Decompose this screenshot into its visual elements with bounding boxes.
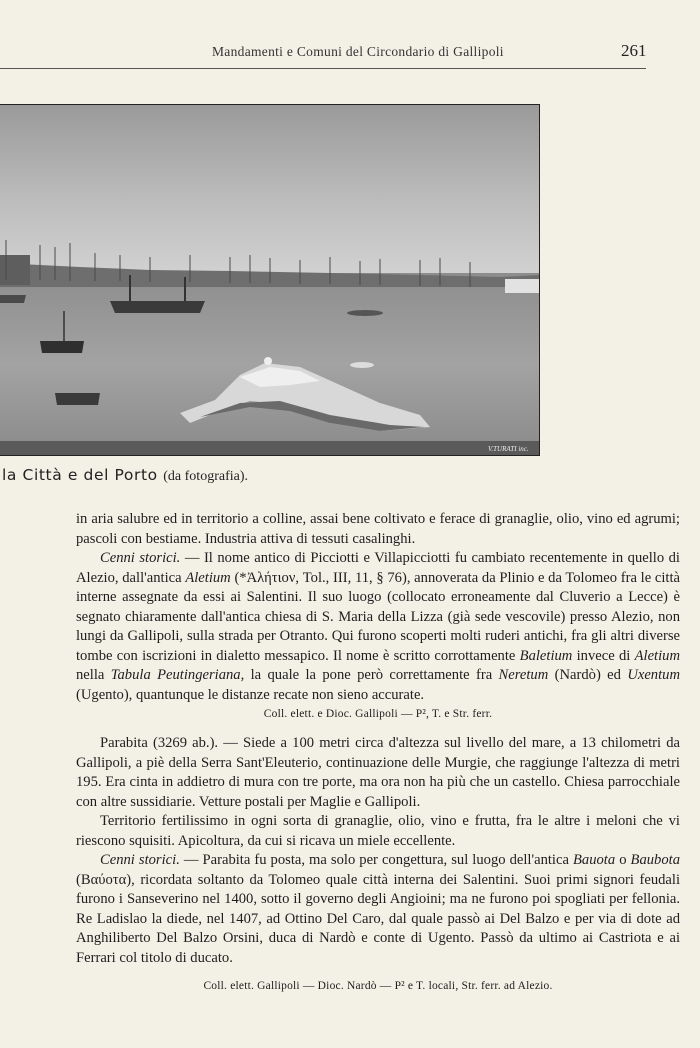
paragraph-parabita-history: Cenni storici. — Parabita fu posta, ma solo per congettura, sul luogo dell'antica Bauota o Baubota (Βαύοτα), ricordata soltanto da Tolomeo quale città interna dei Salentini. Suoi primi signori feudali furono i Sanseverino nel 1400, sotto il governo degli Angioini; ma ne furono poi spogliati per fellonia. Re Ladislao la diede, nel 1407, ad Ottino Del Caro, dal quale passò ai Del Balzo e per via di dote ad Anghiliberto Del Balzo Orsini, duca di Nardò e conte di Ugento. Passò da ultimo ai Castriota e ai Ferrari col titolo di ducato. xyxy=(76,852,680,966)
section-alezio xyxy=(76,510,680,705)
running-header xyxy=(0,41,700,66)
photo-caption xyxy=(2,466,248,485)
historical-notes-label: Cenni storici. xyxy=(100,852,180,868)
paragraph-territory: in aria salubre ed in territorio a colline, assai bene coltivato e ferace di granaglie, olio, vino ed agrumi; pascoli con bestiame. Industria attiva di tessuti casalinghi. xyxy=(76,511,680,547)
running-title: Mandamenti e Comuni del Circondario di Gallipoli xyxy=(212,44,504,59)
caption-note: (da fotografia). xyxy=(163,469,248,484)
harbor-photo-illustration xyxy=(0,105,539,455)
page-number: 261 xyxy=(621,41,647,60)
engraver-signature: V.TURATI inc. xyxy=(488,445,529,453)
reference-line-alezio: Coll. elett. e Dioc. Gallipoli — P², T. e Str. ferr. xyxy=(263,708,493,720)
historical-notes-label: Cenni storici. xyxy=(100,550,181,566)
paragraph-historical-notes: Cenni storici. — Il nome antico di Picciotti e Villapicciotti fu cambiato recentemente in quello di Alezio, dall'antica Aletium (*Ἀλήτιον, Tol., III, 11, § 76), annoverata da Plinio e da Tolomeo fra le città interne assegnate da essi ai Salentini. Il suo luogo (collocato erroneamente dal Cluverio a Lecce) è segnato chiaramente dall'antica chiesa di S. Maria della Lizza (già sede vescovile) presso Alezio, non lungi da Gallipoli, sulla strada per Otranto. Qui furono scoperti molti ruderi antichi, fra gli altri diverse tombe con iscrizioni in dialetto messapico. Il nome è scritto corrottamente Baletium invece di Aletium nella Tabula Peutingeriana, la quale la pone però correttamente fra Neretum (Nardò) ed Uxentum (Ugento), quantunque le distanze recate non sieno accurate. xyxy=(76,550,681,703)
caption-main: la Città e del Porto xyxy=(2,466,158,484)
paragraph-parabita-intro: Parabita (3269 ab.). — Siede a 100 metri circa d'altezza sul livello del mare, a 13 chilometri da Gallipoli, a piè della Serra Sant'Eleuterio, continuazione delle Murgie, che raggiunge l'altezza di metri 195. Era cinta in addietro di mura con tre porte, ma ora non ha più che un castello. Chiesa parrocchiale con altre sussidiarie. Vetture postali per Maglie e Gallipoli. xyxy=(76,735,680,810)
header-rule xyxy=(0,68,646,69)
section-parabita xyxy=(76,734,680,968)
reference-line-parabita: Coll. elett. Gallipoli — Dioc. Nardò — P² e T. locali, Str. ferr. ad Alezio. xyxy=(203,980,553,992)
harbor-photograph xyxy=(0,104,540,456)
paragraph-parabita-territory: Territorio fertilissimo in ogni sorta di granaglie, olio, vino e frutta, fra le altre i meloni che vi riescono squisiti. Apicoltura, da cui si ricava un miele eccellente. xyxy=(76,813,680,849)
